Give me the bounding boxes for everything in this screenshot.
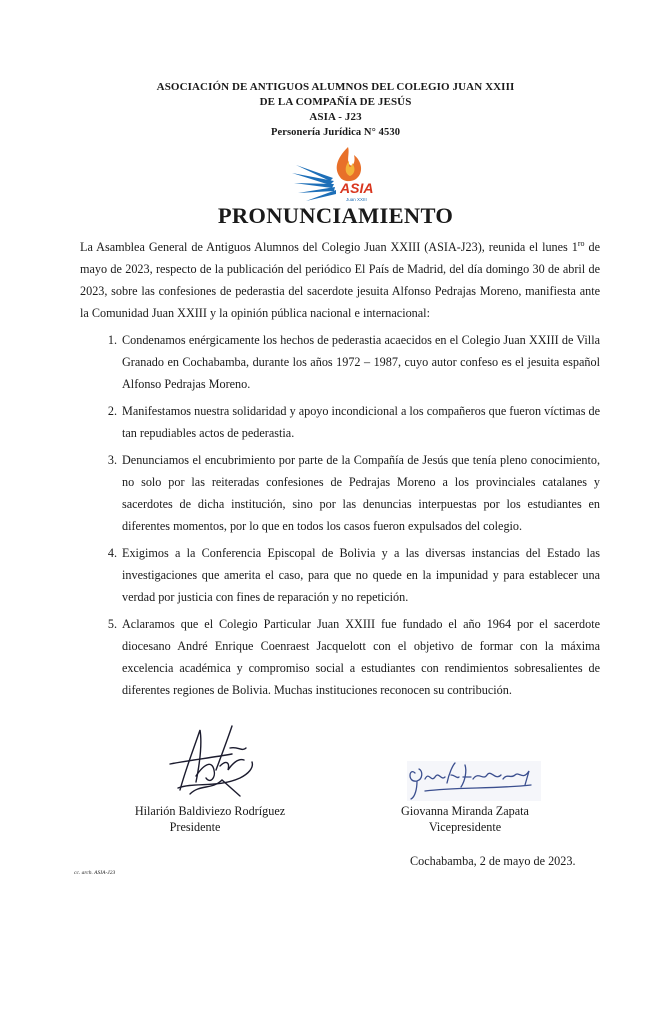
list-item <box>80 449 600 537</box>
vicepresident-signature <box>405 757 543 805</box>
item-text: Exigimos a la Conferencia Episcopal de Bolivia y a las diversas instancias del Estado las investigaciones que amerita el caso, para que no quede en la impunidad y para establecer una verdad por justicia con fines de reparación y no repetición. <box>122 546 600 605</box>
points-list <box>80 329 600 701</box>
item-number: 2. <box>107 404 117 419</box>
item-number: 4. <box>107 546 117 561</box>
place-and-date: Cochabamba, 2 de mayo de 2023. <box>410 854 576 868</box>
signatory-role: Presidente <box>169 820 221 834</box>
list-item <box>80 542 600 608</box>
list-item <box>80 329 600 395</box>
signatory-name: Hilarión Baldiviezo Rodríguez <box>134 804 286 818</box>
carbon-copy-note: cc. arch. ASIA-J23 <box>74 870 116 876</box>
item-text: Condenamos enérgicamente los hechos de pederastia acaecidos en el Colegio Juan XXIII de Villa Granado en Cochabamba, durante los años 1972 – 1987, cuyo autor confeso es el jesuita español Alfonso Pedrajas Moreno. <box>122 333 600 392</box>
signatory-vicepresident <box>380 803 550 835</box>
item-number: 3. <box>107 453 117 468</box>
intro-paragraph <box>80 233 600 324</box>
signatory-role: Vicepresidente <box>428 820 502 834</box>
president-signature <box>160 718 260 800</box>
org-name-line2: DE LA COMPAÑÍA DE JESÚS <box>259 96 412 108</box>
document-body <box>80 233 600 701</box>
item-number: 5. <box>107 617 117 632</box>
intro-text-part1: La Asamblea General de Antiguos Alumnos del Colegio Juan XXIII (ASIA-J23), reunida el lunes 1 <box>80 240 578 255</box>
document-title: PRONUNCIAMIENTO <box>217 203 454 228</box>
signatory-president <box>110 803 310 835</box>
logo-rays <box>292 165 336 201</box>
item-text: Aclaramos que el Colegio Particular Juan XXIII fue fundado el año 1964 por el sacerdote diocesano André Enrique Coenraest Jacquelott con el objetivo de formar con la máxima excelencia académica y compromiso social a estudiantes con rendimientos sobresalientes de diferentes regiones de Bolivia. Muchas instituciones reconocen su contribución. <box>122 617 600 698</box>
logo-subtext: Juan XXIII <box>346 197 367 202</box>
signatory-name: Giovanna Miranda Zapata <box>401 804 529 818</box>
asia-logo <box>290 143 382 207</box>
intro-text-part2: de mayo de 2023, respecto de la publicación del periódico El País de Madrid, del día domingo 30 de abril de 2023, sobre las confesiones de pederastia del sacerdote jesuita Alfonso Pedrajas Moreno, manifiesta ante la Comunidad Juan XXIII y la opinión pública nacional e internacional: <box>80 240 600 321</box>
logo-text: ASIA <box>340 180 374 196</box>
item-text: Denunciamos el encubrimiento por parte de la Compañía de Jesús que tenía pleno conocimiento, no solo por las reiteradas confesiones de Pedrajas Moreno a los provinciales catalanes y sacerdotes de dicha institución, sino por las denuncias interpuestas por los estudiantes en diferentes momentos, por lo que en todos los casos fueron expulsados del colegio. <box>122 453 600 534</box>
org-acronym: ASIA - J23 <box>309 111 362 123</box>
item-text: Manifestamos nuestra solidaridad y apoyo incondicional a los compañeros que fueron víctimas de tan repudiables actos de pederastia. <box>122 404 600 441</box>
list-item <box>80 613 600 701</box>
letterhead <box>0 80 671 140</box>
org-name-line1: ASOCIACIÓN DE ANTIGUOS ALUMNOS DEL COLEGIO JUAN XXIII <box>156 81 515 93</box>
list-item <box>80 400 600 444</box>
legal-registration: Personería Jurídica N° 4530 <box>270 127 401 138</box>
item-number: 1. <box>107 333 117 348</box>
intro-superscript: ro <box>577 239 585 248</box>
